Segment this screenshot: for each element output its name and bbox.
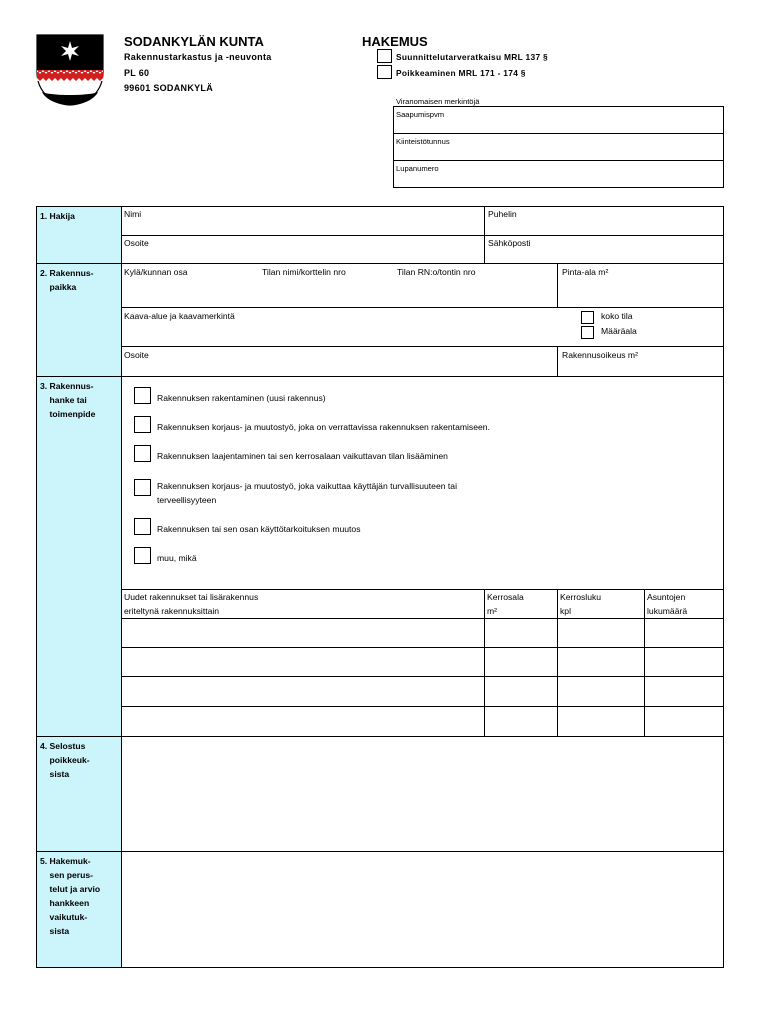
option-label-suunnittelutarve: Suunnittelutarveratkaisu MRL 137 §	[396, 52, 548, 62]
whole-estate-label: koko tila	[601, 311, 633, 321]
applicant-address-field[interactable]: Osoite	[124, 238, 149, 248]
estate-name-field[interactable]: Tilan nimi/korttelin nro	[262, 267, 346, 277]
project-option-checkbox-2[interactable]	[134, 416, 151, 433]
form-title: HAKEMUS	[362, 34, 428, 49]
project-option-label-5: Rakennuksen tai sen osan käyttötarkoituksen muutos	[157, 524, 361, 534]
whole-estate-checkbox[interactable]	[581, 311, 594, 324]
project-option-checkbox-5[interactable]	[134, 518, 151, 535]
authority-caption: Viranomaisen merkintöjä	[396, 97, 480, 106]
field-property-id[interactable]: Kiinteistötunnus	[396, 137, 450, 146]
section-1-label: 1. Hakija	[36, 206, 122, 264]
building-right-field[interactable]: Rakennusoikeus m²	[562, 350, 638, 360]
field-permit-number[interactable]: Lupanumero	[396, 164, 439, 173]
project-option-checkbox-3[interactable]	[134, 445, 151, 462]
table-header-dwellings: Asuntojen	[647, 592, 686, 602]
section-4-label: 4. Selostus poikkeuk- sista	[36, 736, 122, 852]
table-header-floor-area: Kerrosala	[487, 592, 524, 602]
table-header-floor-area-unit: m²	[487, 606, 498, 616]
section-3-label: 3. Rakennus- hanke tai toimenpide	[36, 376, 122, 737]
exceptions-description-field[interactable]	[121, 736, 724, 852]
option-checkbox-suunnittelutarve[interactable]	[377, 49, 392, 63]
project-option-label-3: Rakennuksen laajentaminen tai sen kerrosalaan vaikuttavan tilan lisääminen	[157, 451, 448, 461]
rn-number-field[interactable]: Tilan RN:o/tontin nro	[397, 267, 476, 277]
portion-label: Määräala	[601, 326, 637, 336]
table-header-floors: Kerrosluku	[560, 592, 602, 602]
zoning-field[interactable]: Kaava-alue ja kaavamerkintä	[124, 311, 235, 321]
table-header-building: Uudet rakennukset tai lisärakennus	[124, 592, 259, 602]
option-checkbox-poikkeaminen[interactable]	[377, 65, 392, 79]
option-label-poikkeaminen: Poikkeaminen MRL 171 - 174 §	[396, 68, 526, 78]
table-header-building-sub: eriteltynä rakennuksittain	[124, 606, 220, 616]
applicant-name-field[interactable]: Nimi	[124, 209, 142, 219]
section-2-label: 2. Rakennus- paikka	[36, 263, 122, 377]
project-option-label-4: Rakennuksen korjaus- ja muutostyö, joka vaikuttaa käyttäjän turvallisuuteen tai	[157, 481, 457, 491]
project-option-label-2: Rakennuksen korjaus- ja muutostyö, joka on verrattavissa rakennuksen rakentamiseen.	[157, 422, 490, 432]
project-option-label-4-cont: terveellisyyteen	[157, 495, 217, 505]
applicant-phone-field[interactable]: Puhelin	[488, 209, 517, 219]
table-header-floors-unit: kpl	[560, 606, 571, 616]
department: Rakennustarkastus ja -neuvonta	[124, 52, 272, 62]
field-arrival-date[interactable]: Saapumispvm	[396, 110, 445, 119]
project-option-label-6: muu, mikä	[157, 553, 197, 563]
po-box: PL 60	[124, 68, 150, 78]
table-header-dwellings-sub: lukumäärä	[647, 606, 688, 616]
village-field[interactable]: Kylä/kunnan osa	[124, 267, 188, 277]
project-option-checkbox-6[interactable]	[134, 547, 151, 564]
portion-checkbox[interactable]	[581, 326, 594, 339]
justification-field[interactable]	[121, 851, 724, 968]
site-address-field[interactable]: Osoite	[124, 350, 149, 360]
project-option-checkbox-1[interactable]	[134, 387, 151, 404]
org-name: SODANKYLÄN KUNTA	[124, 34, 264, 49]
applicant-email-field[interactable]: Sähköposti	[488, 238, 531, 248]
area-field[interactable]: Pinta-ala m²	[562, 267, 609, 277]
postal-address: 99601 SODANKYLÄ	[124, 83, 214, 93]
project-option-checkbox-4[interactable]	[134, 479, 151, 496]
coat-of-arms-icon	[36, 34, 104, 106]
section-5-label: 5. Hakemuk- sen perus- telut ja arvio hankkeen vaikutuk- sista	[36, 851, 122, 968]
project-option-label-1: Rakennuksen rakentaminen (uusi rakennus)	[157, 393, 326, 403]
